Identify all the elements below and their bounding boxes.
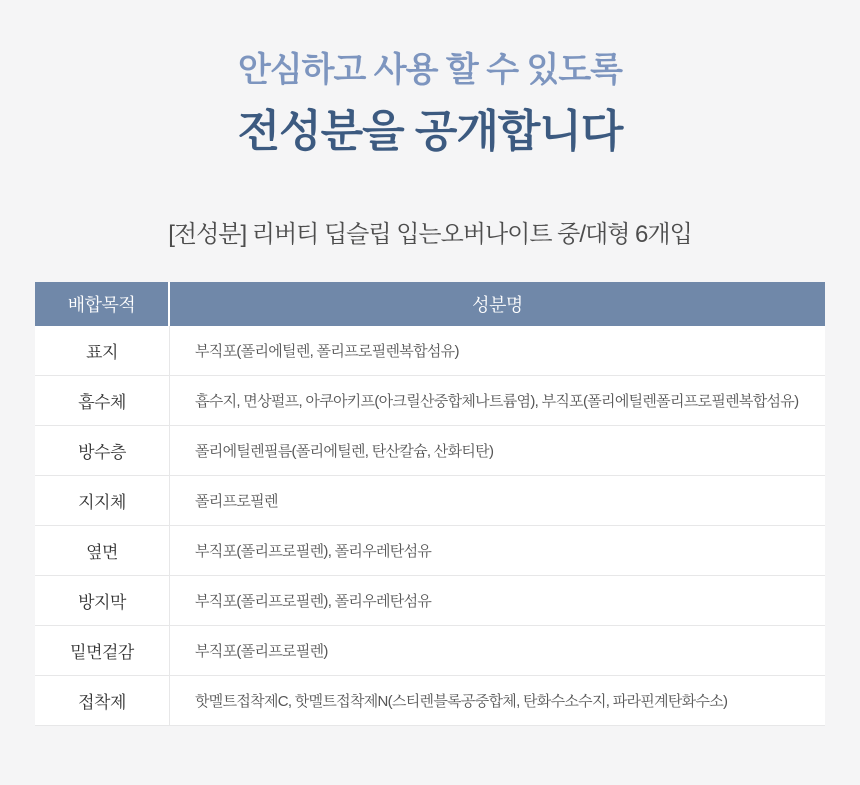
ingredient-cell: 폴리에틸렌필름(폴리에틸렌, 탄산칼슘, 산화티탄) (195, 443, 494, 460)
ingredient-cell: 흡수지, 면상펄프, 아쿠아키프(아크릴산중합체나트륨염), 부직포(폴리에틸렌폴리프로필렌복합섬유) (195, 393, 799, 410)
table-header-ingredient: 성분명 (472, 295, 523, 315)
page-subtitle: 안심하고 사용 할 수 있도록 (237, 51, 623, 89)
purpose-cell: 옆면 (35, 526, 170, 575)
table-header-row (35, 282, 825, 326)
table-row (35, 426, 825, 476)
ingredient-cell: 부직포(폴리프로필렌), 폴리우레탄섬유 (195, 543, 432, 560)
purpose-cell: 밑면겉감 (35, 626, 170, 675)
table-row (35, 676, 825, 726)
ingredient-cell: 부직포(폴리에틸렌, 폴리프로필렌복합섬유) (195, 343, 459, 360)
purpose-cell: 지지체 (35, 476, 170, 525)
purpose-cell: 방지막 (35, 576, 170, 625)
purpose-cell: 표지 (35, 326, 170, 375)
page-title: 전성분을 공개합니다 (237, 107, 623, 156)
ingredient-cell: 부직포(폴리프로필렌) (195, 643, 328, 660)
purpose-cell: 방수층 (35, 426, 170, 475)
table-row (35, 576, 825, 626)
table-row (35, 626, 825, 676)
ingredient-cell: 핫멜트접착제C, 핫멜트접착제N(스티렌블록공중합체, 탄화수소수지, 파라핀계탄화수소) (195, 693, 728, 710)
table-row (35, 326, 825, 376)
purpose-cell: 흡수체 (35, 376, 170, 425)
table-header-purpose: 배합목적 (35, 282, 170, 326)
ingredient-cell: 부직포(폴리프로필렌), 폴리우레탄섬유 (195, 593, 432, 610)
page-header (0, 0, 860, 158)
ingredients-table (35, 282, 825, 726)
table-row (35, 476, 825, 526)
purpose-cell: 접착제 (35, 676, 170, 725)
product-name-line: [전성분] 리버티 딥슬립 입는오버나이트 중/대형 6개입 (168, 221, 692, 248)
ingredient-cell: 폴리프로필렌 (195, 493, 278, 510)
table-row (35, 526, 825, 576)
table-row (35, 376, 825, 426)
